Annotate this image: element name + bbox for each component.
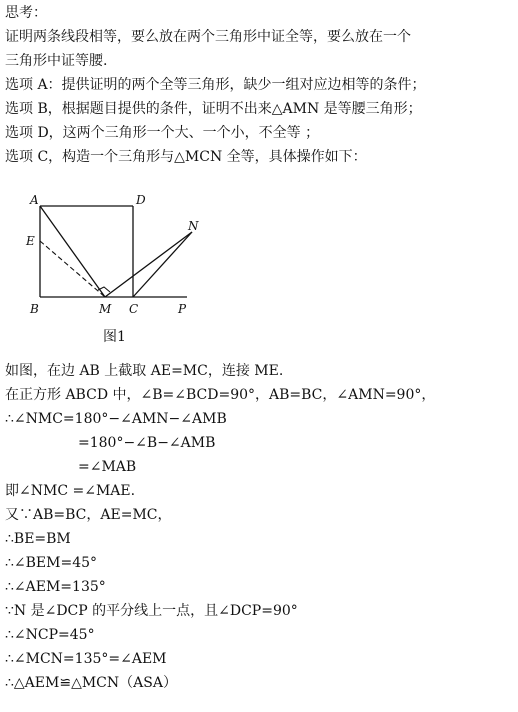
proof-line-1: 如图，在边 AB 上截取 AE=MC，连接 ME. (5, 363, 284, 379)
proof-line-9: ∴∠BEM=45° (5, 555, 98, 571)
point-label-d: D (136, 193, 146, 207)
segment-am (40, 206, 105, 297)
geometry-diagram (18, 186, 228, 346)
point-label-e: E (26, 234, 35, 248)
proof-line-11: ∵N 是∠DCP 的平分线上一点，且∠DCP=90° (5, 603, 298, 619)
segment-mn (105, 232, 192, 297)
intro-line-2: 三角形中证等腰. (5, 53, 108, 69)
proof-line-6: 即∠NMC =∠MAE. (5, 483, 136, 499)
thinking-heading: 思考： (5, 5, 47, 21)
option-c-line: 选项 C，构造一个三角形与△MCN 全等，具体操作如下： (5, 149, 367, 165)
intro-line-1: 证明两条线段相等，要么放在两个三角形中证全等，要么放在一个 (5, 29, 411, 45)
right-angle-mark (98, 287, 110, 292)
proof-line-5: =∠MAB (78, 459, 137, 475)
proof-line-3: ∴∠NMC=180°−∠AMN−∠AMB (5, 411, 227, 427)
point-label-a: A (30, 193, 39, 207)
option-d-line: 选项 D，这两个三角形一个大、一个小，不全等 ； (5, 125, 320, 141)
option-b-line: 选项 B，根据题目提供的条件，证明不出来△AMN 是等腰三角形； (5, 101, 422, 117)
point-label-b: B (30, 302, 39, 316)
segment-em-dashed (40, 241, 105, 297)
proof-line-7: 又∵AB=BC，AE=MC， (5, 507, 172, 523)
geometry-figure (18, 186, 228, 346)
proof-line-13: ∴∠MCN=135°=∠AEM (5, 651, 167, 667)
proof-line-14: ∴△AEM≌△MCN（ASA） (5, 675, 177, 691)
figure-caption: 图1 (103, 329, 126, 345)
point-label-c: C (129, 302, 139, 316)
point-label-p: P (178, 302, 187, 316)
option-a-line: 选项 A：提供证明的两个全等三角形，缺少一组对应边相等的条件； (5, 77, 426, 93)
proof-line-4: =180°−∠B−∠AMB (78, 435, 216, 451)
proof-line-10: ∴∠AEM=135° (5, 579, 106, 595)
proof-line-12: ∴∠NCP=45° (5, 627, 95, 643)
point-label-n: N (188, 219, 199, 233)
segment-cn (133, 232, 192, 297)
proof-line-2: 在正方形 ABCD 中，∠B=∠BCD=90°，AB=BC，∠AMN=90°， (5, 387, 436, 403)
point-label-m: M (99, 302, 112, 316)
proof-line-8: ∴BE=BM (5, 531, 71, 547)
